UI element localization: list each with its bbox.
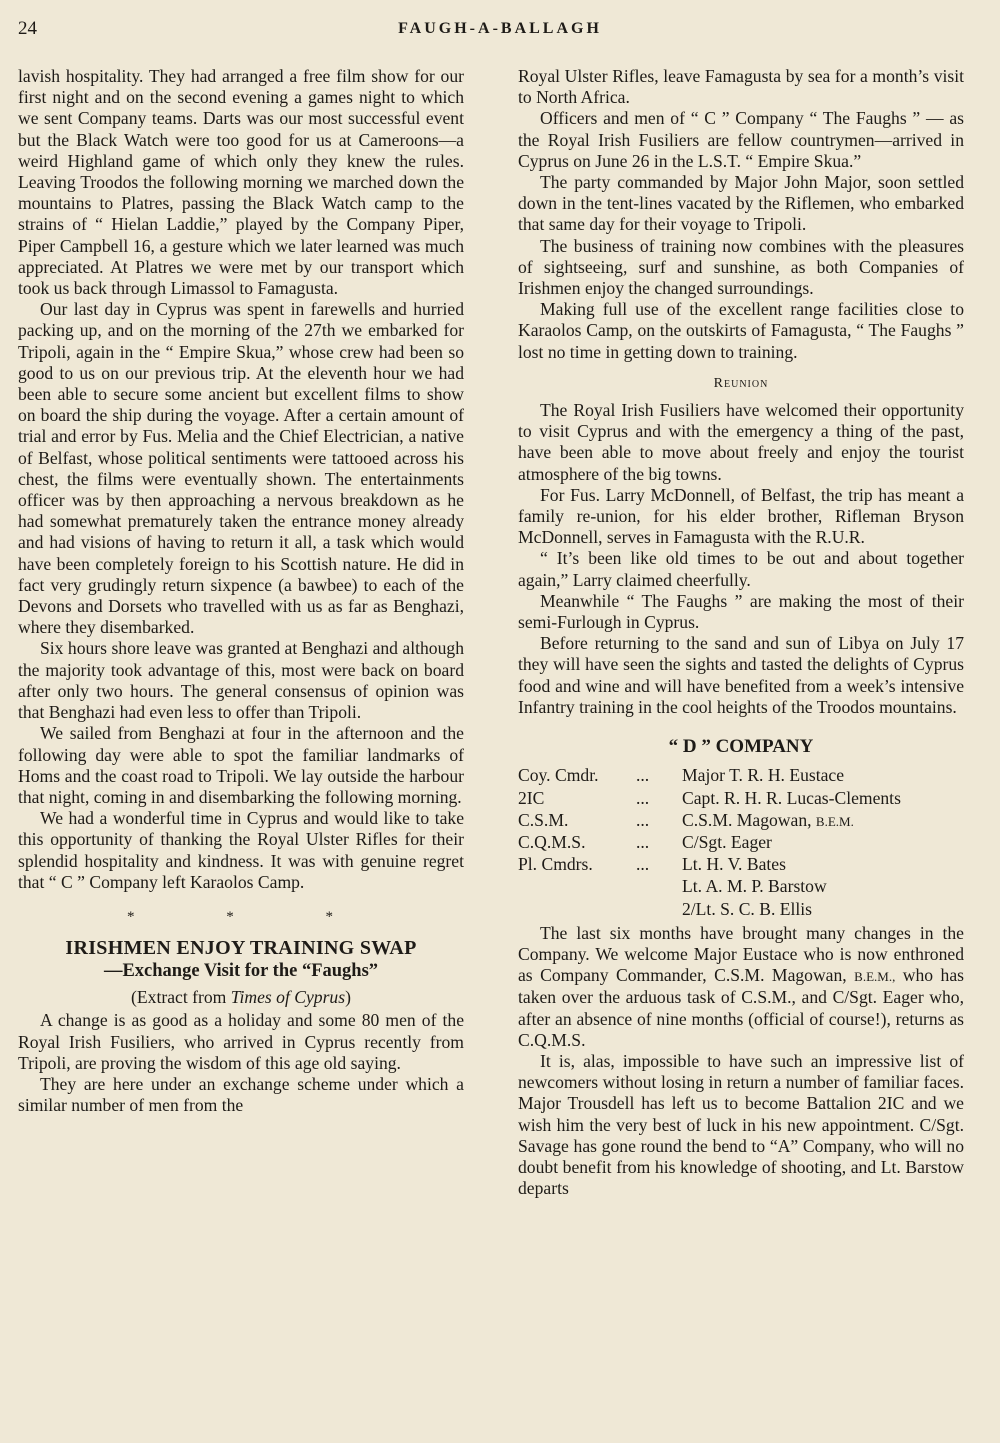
article-subheadline: —Exchange Visit for the “Faughs” bbox=[103, 961, 379, 982]
paragraph: They are here under an exchange scheme under which a similar number of men from the bbox=[18, 1073, 464, 1116]
paragraph: lavish hospitality. They had arranged a free film show for our first night and on the second evening a games night to which we sent Company teams. Darts was our most successful event but the Black Watch were too good for us at Cameroons—a weird Highland game of which only they knew the rules. Leaving Troodos the following morning we marched down the mountains to Platres, passing the Black Watch camp to the strains of “ Hielan Laddie,” played by the Company Piper, Piper Campbell 16, a gesture which we later learned was much appreciated. At Platres we were met by our transport which took us back through Limassol to Famagusta. bbox=[18, 66, 464, 299]
roster-role: 2IC bbox=[518, 787, 545, 808]
roster-row bbox=[518, 876, 964, 898]
roster-dots: ... bbox=[636, 831, 650, 852]
paragraph: The business of training now combines with the pleasures of sightseeing, surf and sunshine, as both Companies of Irishmen enjoy the changed surroundings. bbox=[518, 235, 964, 299]
page-number: 24 bbox=[18, 18, 37, 39]
paragraph: Officers and men of “ C ” Company “ The Faughs ” — as the Royal Irish Fusiliers are fellow countrymen—arrived in Cyprus on June 26 in the L.S.T. “ Empire Skua.” bbox=[518, 108, 964, 171]
roster-role: Coy. Cmdr. bbox=[518, 765, 599, 786]
paragraph: The party commanded by Major John Major, soon settled down in the tent-lines vacated by the Riflemen, who embarked that same day for their voyage to Tripoli. bbox=[518, 172, 964, 235]
roster-dots: ... bbox=[636, 787, 650, 808]
paragraph: Meanwhile “ The Faughs ” are making the most of their semi-Furlough in Cyprus. bbox=[518, 590, 964, 633]
extract-suffix: ) bbox=[345, 987, 351, 1008]
roster-role bbox=[518, 876, 636, 898]
roster-row bbox=[518, 788, 964, 810]
roster-row bbox=[518, 810, 964, 832]
roster-role: C.Q.M.S. bbox=[518, 831, 586, 852]
right-column bbox=[518, 66, 964, 1199]
extract-prefix: (Extract from bbox=[131, 987, 231, 1008]
roster-row bbox=[518, 765, 964, 787]
roster-name: Lt. A. M. P. Barstow bbox=[682, 876, 827, 897]
company-roster bbox=[518, 765, 964, 920]
roster-row bbox=[518, 854, 964, 876]
roster-dots: ... bbox=[636, 854, 650, 875]
roster-role: C.S.M. bbox=[518, 809, 569, 830]
paragraph: Making full use of the excellent range facilities close to Karaolos Camp, on the outskirts of Famagusta, “ The Faughs ” lost no time in getting down to training. bbox=[518, 299, 964, 362]
paragraph: For Fus. Larry McDonnell, of Belfast, the trip has meant a family re-union, for his elder brother, Rifleman Bryson McDonnell, serves in Famagusta with the R.U.R. bbox=[518, 484, 964, 548]
roster-dots: ... bbox=[636, 765, 650, 786]
roster-name: C.S.M. Magowan, B.E.M. bbox=[682, 809, 854, 830]
roster-row bbox=[518, 832, 964, 854]
company-heading: “ D ” COMPANY bbox=[668, 736, 814, 758]
paragraph: It is, alas, impossible to have such an impressive list of newcomers without losing in return a number of familiar faces. Major Trousdell has left us to become Battalion 2IC and we wish him the very best of luck in his new appointment. C/Sgt. Savage has gone round the bend to “A” Company, who will no doubt benefit from his knowledge of shooting, and Lt. Barstow departs bbox=[518, 1050, 964, 1199]
running-title: FAUGH-A-BALLAGH bbox=[398, 20, 602, 37]
roster-role: Pl. Cmdrs. bbox=[518, 854, 593, 875]
roster-dots: ... bbox=[636, 809, 650, 830]
extract-source: Times of Cyprus bbox=[230, 987, 346, 1008]
roster-name: Major T. R. H. Eustace bbox=[682, 765, 845, 786]
paragraph: Six hours shore leave was granted at Benghazi and although the majority took advantage of this, most were back on board after only two hours. The general consensus of opinion was that Benghazi had even less to offer than Tripoli. bbox=[18, 638, 464, 723]
paragraph: “ It’s been like old times to be out and about together again,” Larry claimed cheerfully. bbox=[518, 548, 964, 590]
roster-name: 2/Lt. S. C. B. Ellis bbox=[682, 898, 813, 919]
paragraph: A change is as good as a holiday and some 80 men of the Royal Irish Fusiliers, who arrived in Cyprus recently from Tripoli, are proving the wisdom of this age old saying. bbox=[18, 1010, 464, 1073]
article-headline: IRISHMEN ENJOY TRAINING SWAP bbox=[65, 937, 417, 960]
roster-row bbox=[518, 899, 964, 921]
roster-name: Capt. R. H. R. Lucas-Clements bbox=[682, 787, 901, 808]
section-subheading: Reunion bbox=[713, 375, 769, 391]
roster-name: Lt. H. V. Bates bbox=[682, 854, 786, 875]
paragraph: We sailed from Benghazi at four in the afternoon and the following day were able to spot the familiar landmarks of Homs and the coast road to Tripoli. We lay outside the harbour that night, coming in and disembarking the following morning. bbox=[18, 723, 464, 807]
paragraph: Our last day in Cyprus was spent in farewells and hurried packing up, and on the morning of the 27th we embarked for Tripoli, again in the “ Empire Skua,” whose crew had been so good to us on our previous trip. At the eleventh hour we had been able to secure some ancient but excellent films to show on board the ship during the voyage. After a certain amount of trial and error by Fus. Melia and the Chief Electrician, a native of Belfast, whose political sentiments were tattooed across his chest, the films were eventually shown. The entertainments officer was by then approaching a nervous breakdown as he had somewhat prematurely taken the entrance money already and had visions of having to return it all, a task which would have been completely foreign to his Scottish nature. He did in fact very grudingly return sixpence (a bawbee) to each of the Devons and Dorsets who travelled with us as far as Benghazi, where they disembarked. bbox=[18, 299, 464, 638]
roster-role bbox=[518, 899, 636, 921]
roster-dots bbox=[636, 876, 682, 898]
article-source-line bbox=[18, 987, 464, 1008]
roster-name: C/Sgt. Eager bbox=[682, 831, 772, 852]
roster-dots bbox=[636, 899, 682, 921]
paragraph: Before returning to the sand and sun of Libya on July 17 they will have seen the sights and tasted the delights of Cyprus food and wine and will have benefited from a week’s intensive Infantry training in the cool heights of the Troodos mountains. bbox=[518, 633, 964, 717]
section-separator: * * * bbox=[127, 908, 377, 925]
paragraph: Royal Ulster Rifles, leave Famagusta by sea for a month’s visit to North Africa. bbox=[518, 66, 964, 108]
page-header bbox=[18, 18, 982, 48]
left-column bbox=[18, 66, 464, 1116]
paragraph: We had a wonderful time in Cyprus and would like to take this opportunity of thanking the Royal Ulster Rifles for their splendid hospitality and kindness. It was with genuine regret that “ C ” Company left Karaolos Camp. bbox=[18, 808, 464, 892]
paragraph: The last six months have brought many changes in the Company. We welcome Major Eustace who is now enthroned as Company Commander, C.S.M. Magowan, B.E.M., who has taken over the arduous task of C.S.M., and C/Sgt. Eager who, after an absence of nine months (official of course!), returns as C.Q.M.S. bbox=[518, 922, 964, 1050]
paragraph: The Royal Irish Fusiliers have welcomed their opportunity to visit Cyprus and with the emergency a thing of the past, have been able to move about freely and enjoy the tourist atmosphere of the big towns. bbox=[518, 400, 964, 484]
